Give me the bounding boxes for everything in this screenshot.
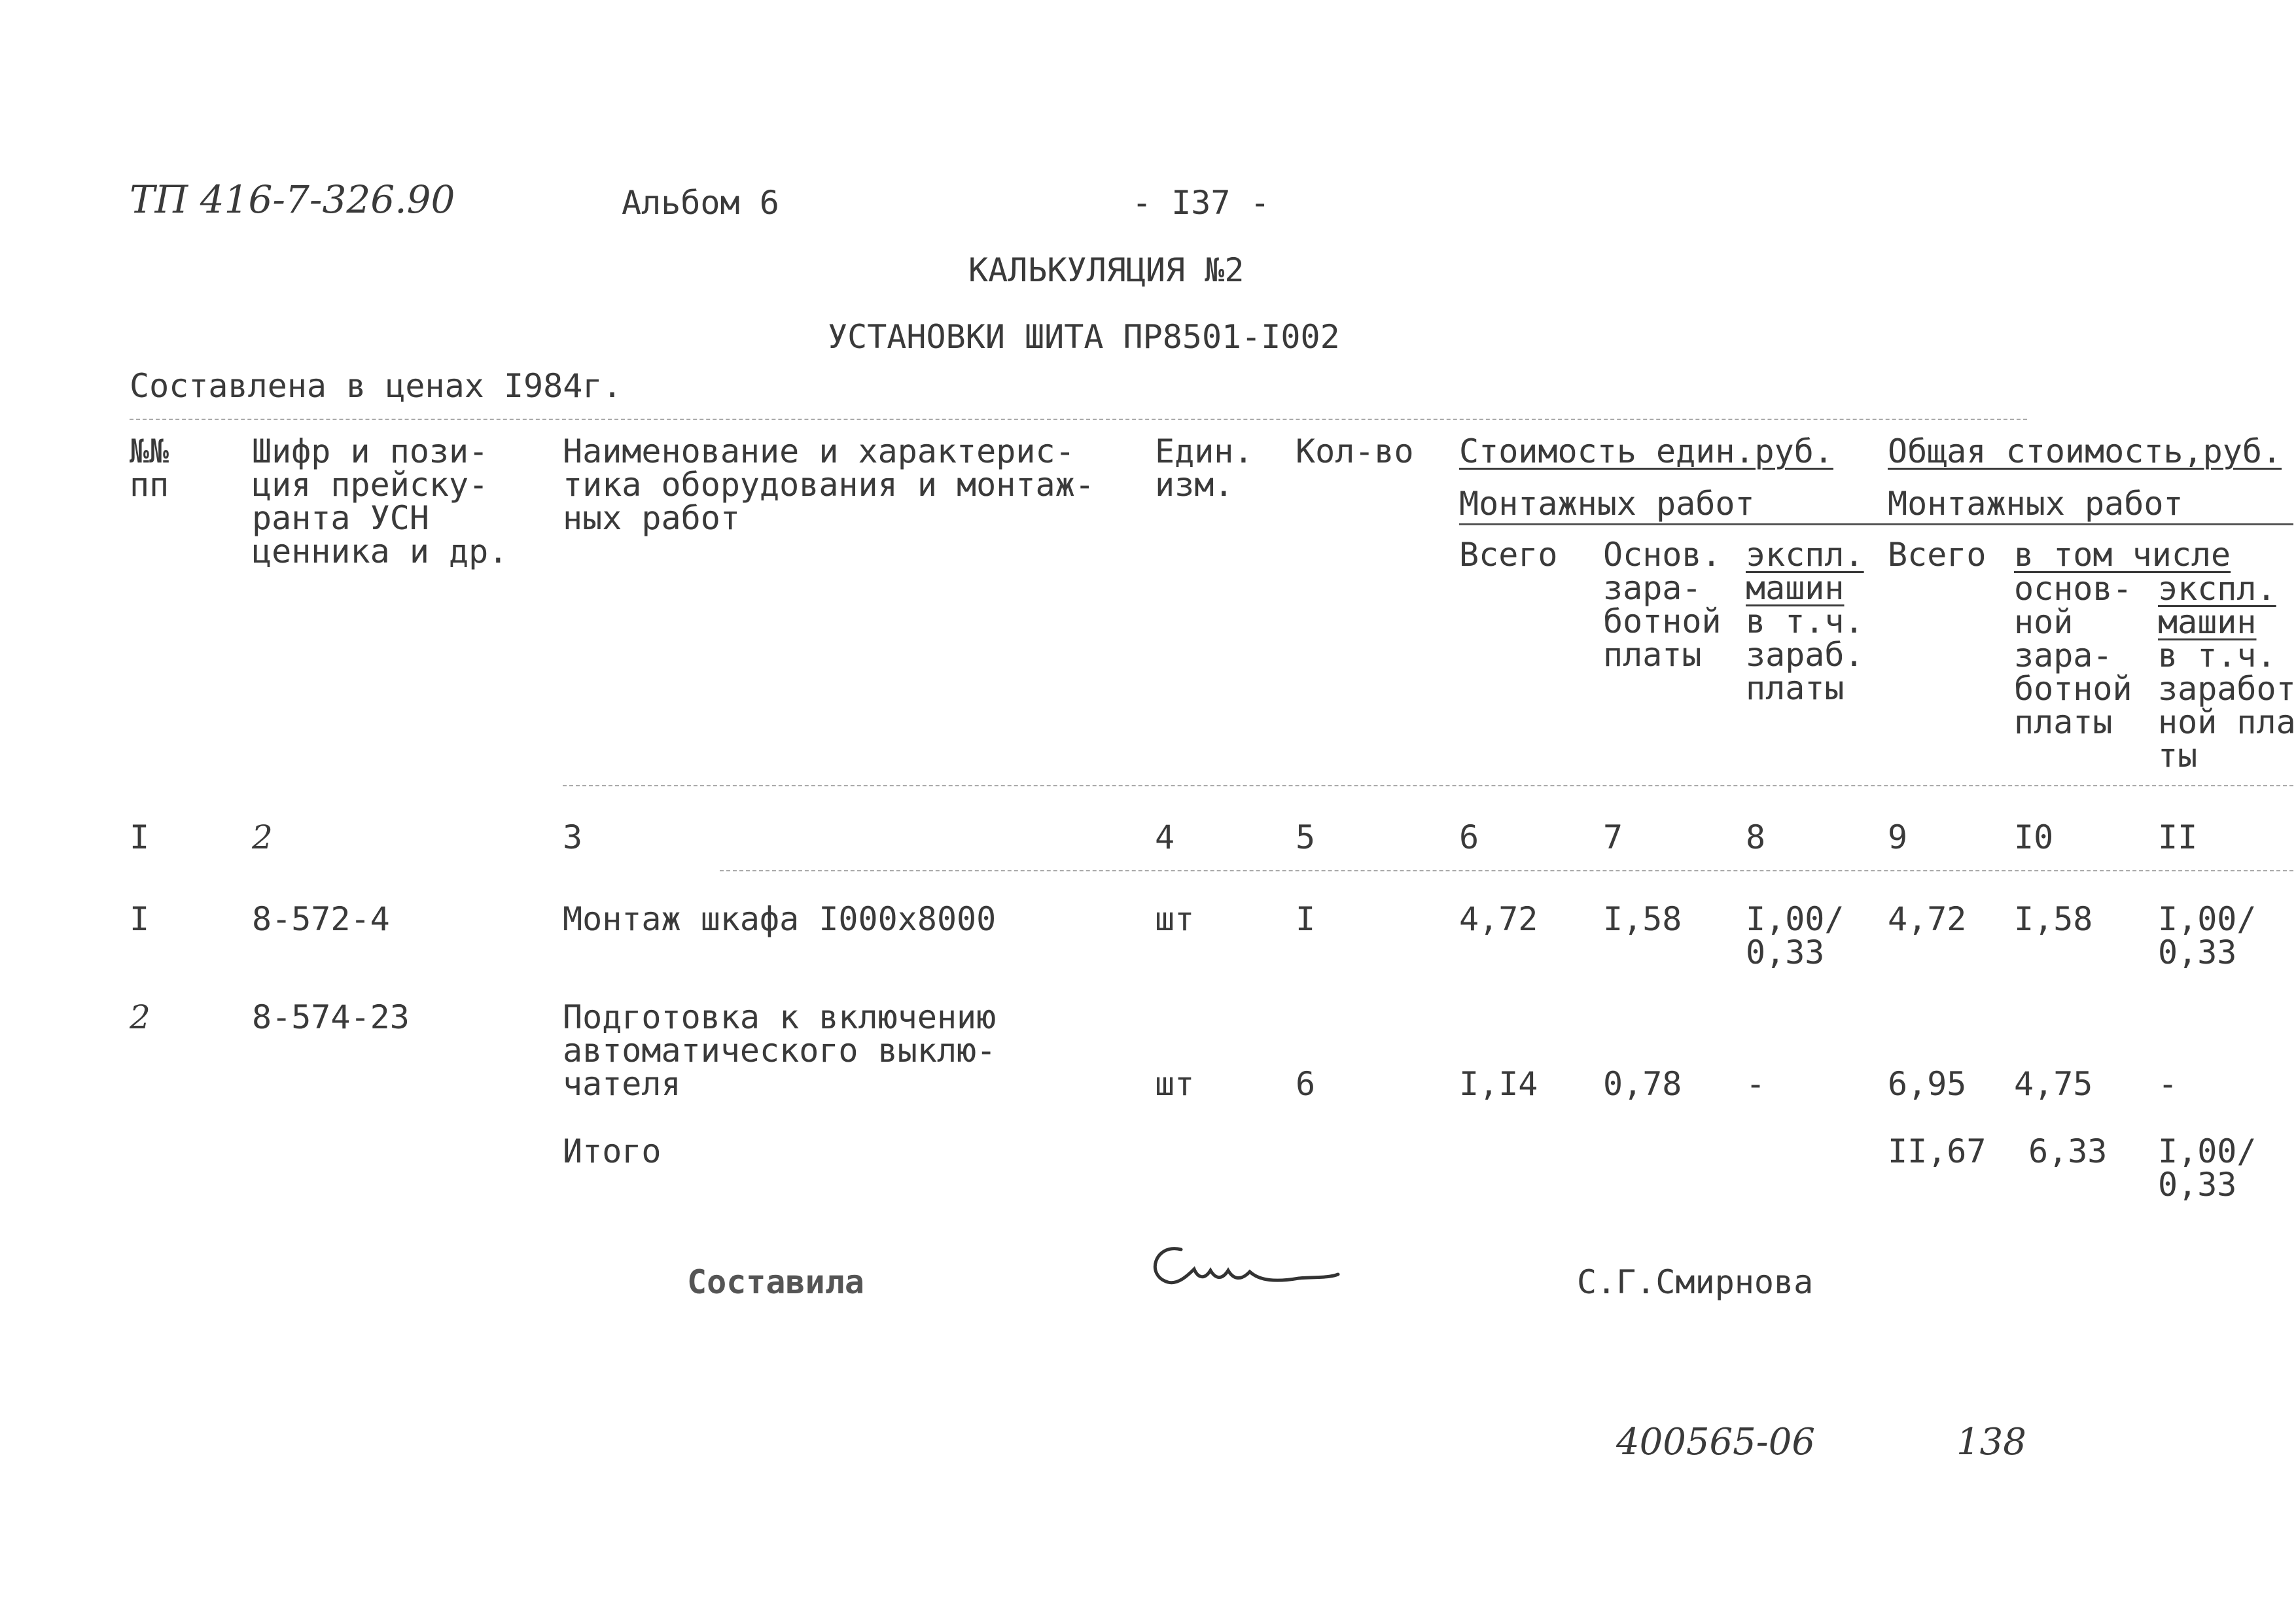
row-2-c11: - bbox=[2158, 1065, 2178, 1103]
document-title: КАЛЬКУЛЯЦИЯ №2 bbox=[968, 251, 1245, 289]
header-name: Наименование и характерис- тика оборудования и монтаж- ных работ bbox=[563, 432, 1095, 537]
header-unit: Един. изм. bbox=[1155, 432, 1254, 504]
row-1-c11: I,00/ 0,33 bbox=[2158, 900, 2257, 971]
table-top-rule bbox=[130, 419, 2027, 420]
header-basic-wage-1: Основ. зара- ботной платы bbox=[1603, 536, 1722, 674]
composer-name: С.Г.Смирнова bbox=[1577, 1263, 1814, 1301]
col-number-3: 3 bbox=[563, 818, 583, 856]
header-basic-wage-2: основ- ной зара- ботной платы bbox=[2014, 570, 2132, 741]
row-2-number: 2 bbox=[130, 998, 150, 1036]
header-bottom-rule bbox=[563, 785, 2293, 786]
row-1-name: Монтаж шкафа I000х8000 bbox=[563, 900, 997, 938]
row-2-c7: 0,78 bbox=[1603, 1065, 1682, 1103]
col-number-5: 5 bbox=[1296, 818, 1316, 856]
row-2-unit: шт bbox=[1155, 1065, 1195, 1103]
header-mont-works-2: Монтажных работ bbox=[1888, 485, 2183, 523]
header-expl-1-sub: в т.ч. зараб. платы bbox=[1746, 602, 1864, 707]
row-2-qty: 6 bbox=[1296, 1065, 1316, 1103]
total-label: Итого bbox=[563, 1132, 662, 1170]
header-expl-2: экспл. машин bbox=[2158, 570, 2276, 641]
total-c11: I,00/ 0,33 bbox=[2158, 1132, 2257, 1204]
album-label: Альбом 6 bbox=[622, 184, 779, 222]
row-2-c9: 6,95 bbox=[1888, 1065, 1967, 1103]
col-number-6: 6 bbox=[1459, 818, 1479, 856]
header-quantity: Кол-во bbox=[1296, 432, 1414, 470]
header-mont-works-1: Монтажных работ bbox=[1459, 485, 1755, 523]
row-1-c8: I,00/ 0,33 bbox=[1746, 900, 1845, 971]
col-number-9: 9 bbox=[1888, 818, 1908, 856]
row-2-c8: - bbox=[1746, 1065, 1766, 1103]
row-2-c10: 4,75 bbox=[2014, 1065, 2093, 1103]
row-1-number: I bbox=[130, 900, 150, 938]
col-number-2: 2 bbox=[252, 818, 273, 856]
row-1-unit: шт bbox=[1155, 900, 1195, 938]
header-total-cost: Общая стоимость,руб. bbox=[1888, 432, 2282, 470]
col-number-10: I0 bbox=[2014, 818, 2054, 856]
signature-icon bbox=[1142, 1230, 1351, 1302]
header-including: в том числе bbox=[2014, 536, 2231, 574]
prices-note: Составлена в ценах I984г. bbox=[130, 367, 622, 405]
composed-label: Составила bbox=[687, 1263, 864, 1301]
row-1-c6: 4,72 bbox=[1459, 900, 1538, 938]
header-expl-2-sub: в т.ч. заработ ной пла ты bbox=[2158, 637, 2296, 775]
document-code: ТП 416-7-326.90 bbox=[130, 177, 455, 222]
row-2-name: Подготовка к включению автоматического выклю- чателя bbox=[563, 998, 997, 1103]
mont-works-rule bbox=[1459, 523, 2293, 525]
row-1-code: 8-572-4 bbox=[252, 900, 390, 938]
header-unit-cost: Стоимость един.руб. bbox=[1459, 432, 1833, 470]
header-total-2: Всего bbox=[1888, 536, 1987, 574]
row-1-c9: 4,72 bbox=[1888, 900, 1967, 938]
col-number-1: I bbox=[130, 818, 150, 856]
col-number-4: 4 bbox=[1155, 818, 1175, 856]
col-number-11: II bbox=[2158, 818, 2198, 856]
document-subtitle: УСТАНОВКИ ШИТА ПР8501-I002 bbox=[828, 318, 1340, 356]
document-number: 400565-06 bbox=[1616, 1421, 1815, 1463]
col-number-8: 8 bbox=[1746, 818, 1766, 856]
header-code: Шифр и пози- ция прейску- ранта УСН ценника и др. bbox=[252, 432, 508, 570]
row-1-c10: I,58 bbox=[2014, 900, 2093, 938]
row-2-c6: I,I4 bbox=[1459, 1065, 1538, 1103]
header-total-1: Всего bbox=[1459, 536, 1558, 574]
total-c10: 6,33 bbox=[2028, 1132, 2108, 1170]
row-1-c7: I,58 bbox=[1603, 900, 1682, 938]
page-number: - I37 - bbox=[1132, 184, 1270, 222]
header-number: №№ пп bbox=[130, 432, 169, 504]
row-1-qty: I bbox=[1296, 900, 1316, 938]
header-expl-1: экспл. машин bbox=[1746, 536, 1864, 607]
col-numbers-rule bbox=[720, 870, 2293, 871]
total-c9: II,67 bbox=[1888, 1132, 1987, 1170]
row-2-code: 8-574-23 bbox=[252, 998, 410, 1036]
sheet-number: 138 bbox=[1956, 1421, 2026, 1463]
col-number-7: 7 bbox=[1603, 818, 1623, 856]
